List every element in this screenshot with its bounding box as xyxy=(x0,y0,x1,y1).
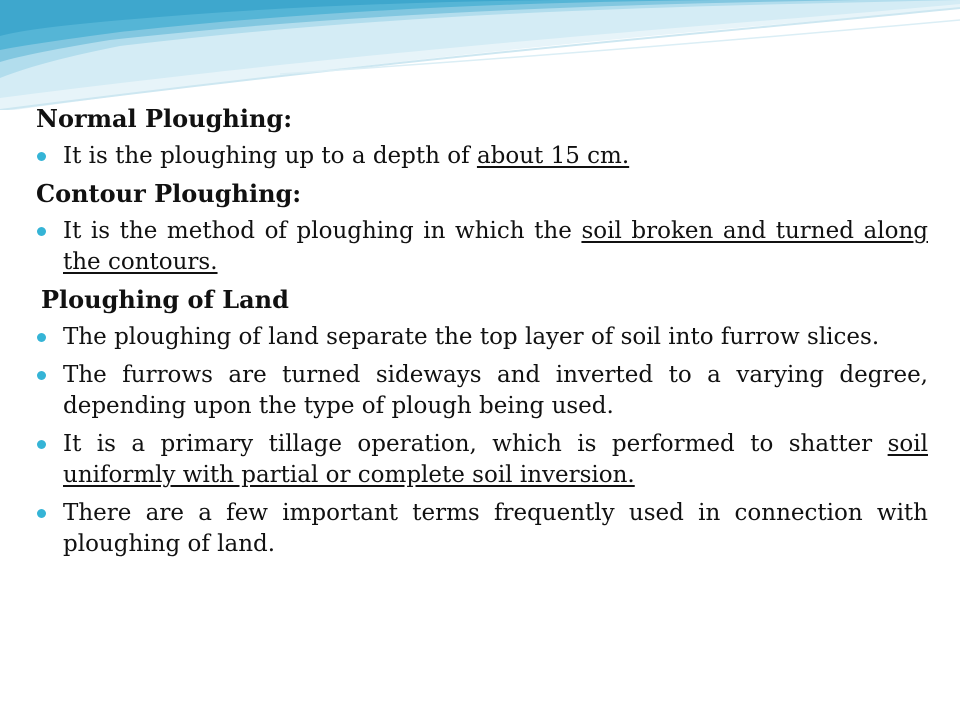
heading-normal-ploughing: Normal Ploughing: xyxy=(36,104,293,133)
bullet-underlined-text: soil uniformly with partial or complete soil inversion. xyxy=(63,431,928,488)
bullet-text: There are a few important terms frequently used in connection with ploughing of land. xyxy=(63,500,928,557)
bullet-dot-icon xyxy=(37,509,46,518)
slide-content xyxy=(36,98,928,567)
bullet-text: It is the method of ploughing in which the xyxy=(63,218,582,244)
bullet-important-terms xyxy=(36,498,928,560)
bullet-text: It is the ploughing up to a depth of xyxy=(63,143,477,169)
bullet-dot-icon xyxy=(37,227,46,236)
bullet-dot-icon xyxy=(37,152,46,161)
bullet-dot-icon xyxy=(37,440,46,449)
bullet-dot-icon xyxy=(37,371,46,380)
bullet-contour-ploughing-method xyxy=(36,216,928,278)
bullet-text: It is a primary tillage operation, which is performed to shatter xyxy=(63,431,888,457)
heading-ploughing-of-land: Ploughing of Land xyxy=(41,285,289,314)
bullet-text: The ploughing of land separate the top layer of soil into furrow slices. xyxy=(63,324,880,350)
bullet-underlined-text: about 15 cm. xyxy=(476,143,630,169)
heading-contour-ploughing: Contour Ploughing: xyxy=(36,179,302,208)
bullet-text: The furrows are turned sideways and inverted to a varying degree, depending upon the type of plough being used. xyxy=(63,362,928,419)
bullet-furrows-turned xyxy=(36,360,928,422)
decorative-wave-header xyxy=(0,0,960,110)
bullet-normal-ploughing-depth xyxy=(36,141,928,172)
bullet-primary-tillage xyxy=(36,429,928,491)
bullet-underlined-text: soil broken and turned along the contours. xyxy=(63,218,928,275)
bullet-dot-icon xyxy=(37,333,46,342)
bullet-land-separation xyxy=(36,322,928,353)
